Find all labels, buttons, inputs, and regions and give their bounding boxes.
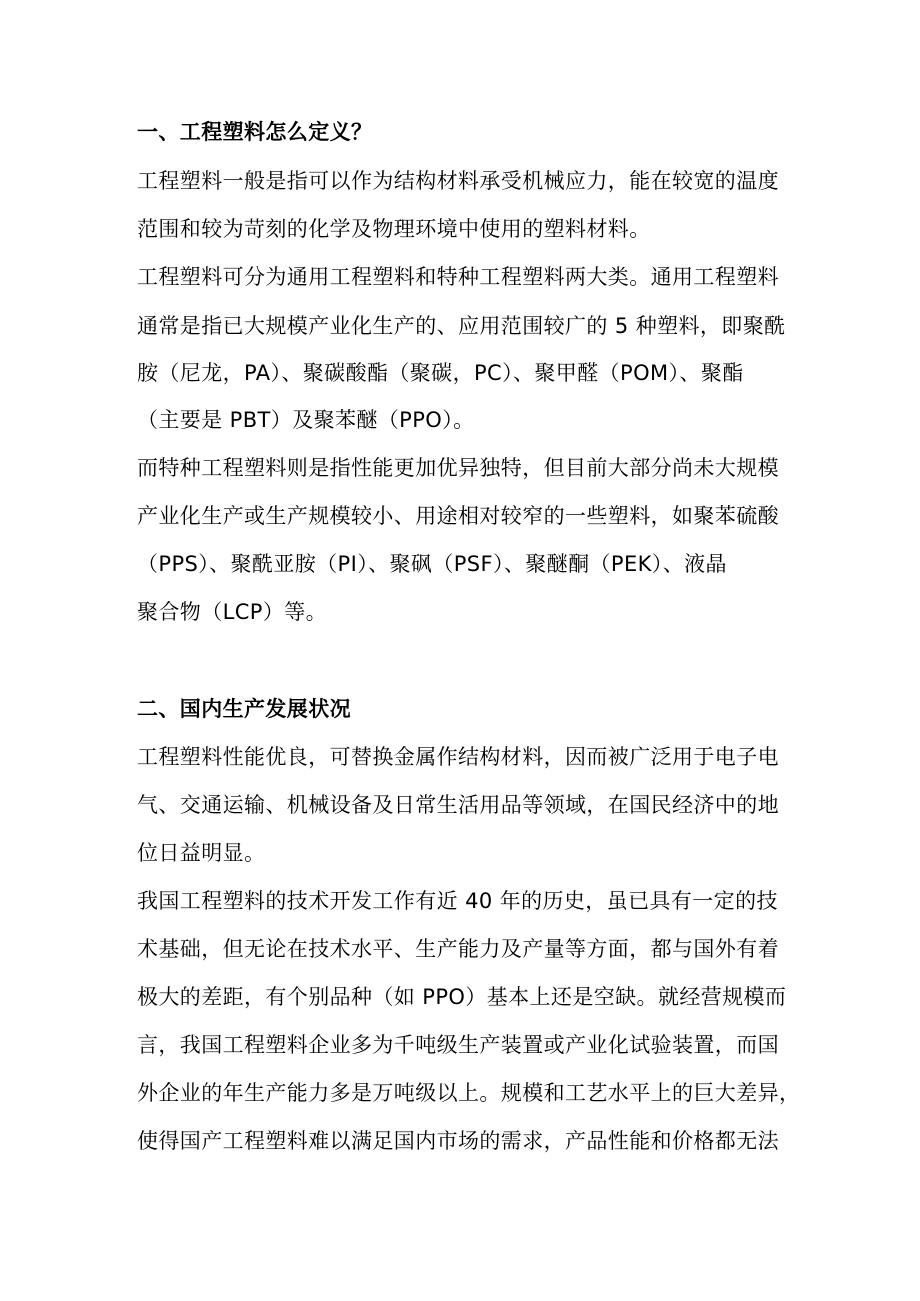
- section-2-line: 术基础，但无论在技术水平、生产能力及产量等方面，都与国外有着: [137, 937, 779, 961]
- section-1-line: （主要是 PBT）及聚苯醚（PPO）。: [137, 408, 475, 432]
- section-1-line: 工程塑料一般是指可以作为结构材料承受机械应力，能在较宽的温度: [137, 169, 779, 193]
- section-1-line: （PPS）、聚酰亚胺（PI）、聚砜（PSF）、聚醚酮（PEK）、液晶: [137, 552, 727, 576]
- section-1-line: 产业化生产或生产规模较小、用途相对较窄的一些塑料，如聚苯硫酸: [137, 504, 779, 528]
- section-2-line: 我国工程塑料的技术开发工作有近 40 年的历史，虽已具有一定的技: [137, 889, 778, 913]
- section-2-line: 使得国产工程塑料难以满足国内市场的需求，产品性能和价格都无法: [137, 1129, 779, 1153]
- section-2-line: 极大的差距，有个别品种（如 PPO）基本上还是空缺。就经营规模而: [137, 985, 787, 1009]
- section-2-line: 言，我国工程塑料企业多为千吨级生产装置或产业化试验装置，而国: [137, 1033, 779, 1057]
- section-2-heading: 二、国内生产发展状况: [137, 697, 351, 721]
- section-2-line: 外企业的年生产能力多是万吨级以上。规模和工艺水平上的巨大差异，: [137, 1081, 801, 1105]
- section-2-line: 工程塑料性能优良，可替换金属作结构材料，因而被广泛用于电子电: [137, 745, 779, 769]
- section-2-line: 位日益明显。: [137, 841, 266, 865]
- section-1-line: 胺（尼龙，PA）、聚碳酸酯（聚碳，PC）、聚甲醛（POM）、聚酯: [137, 361, 744, 385]
- section-1-line: 工程塑料可分为通用工程塑料和特种工程塑料两大类。通用工程塑料: [137, 265, 779, 289]
- section-1-heading: 一、工程塑料怎么定义？: [137, 120, 373, 144]
- section-1-line: 聚合物（LCP）等。: [137, 600, 328, 624]
- section-1-line: 范围和较为苛刻的化学及物理环境中使用的塑料材料。: [137, 217, 651, 241]
- section-1-line: 而特种工程塑料则是指性能更加优异独特，但目前大部分尚未大规模: [137, 456, 779, 480]
- section-2-line: 气、交通运输、机械设备及日常生活用品等领域，在国民经济中的地: [137, 793, 779, 817]
- section-1-line: 通常是指已大规模产业化生产的、应用范围较广的 5 种塑料，即聚酰: [137, 314, 786, 338]
